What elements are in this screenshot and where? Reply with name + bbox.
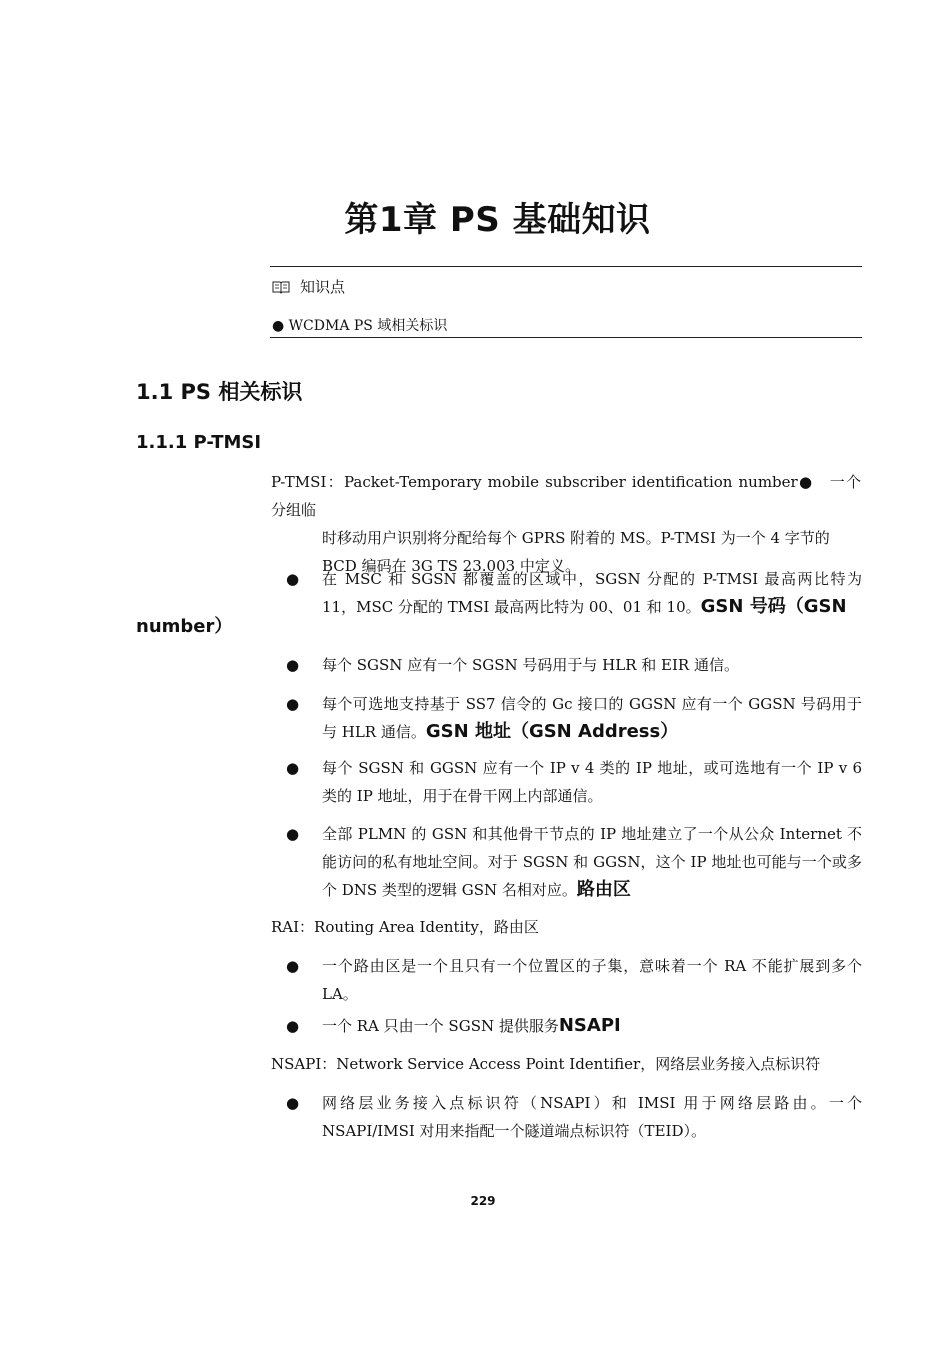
bullet-symbol: ●: [286, 759, 300, 777]
bullet-symbol: ●: [286, 825, 300, 843]
ptmsi-line-3: BCD 编码在 3G TS 23.003 中定义。: [322, 557, 580, 575]
rai-definition: RAI：Routing Area Identity，路由区: [271, 918, 539, 936]
ptmsi-line-1: P-TMSI：Packet-Temporary mobile subscriber identification number● 一个分组临: [271, 473, 861, 519]
bullet-item: 一个路由区是一个且只有一个位置区的子集，意味着一个 RA 不能扩展到多个 LA。: [322, 957, 862, 1003]
bullet-text: 全部 PLMN 的 GSN 和其他骨干节点的 IP 地址建立了一个从公众 Internet 不能访问的私有地址空间。对于 SGSN 和 GGSN，这个 IP 地址也可能与一个或多个 DNS 类型的逻辑 GSN 名相对应。: [322, 825, 862, 899]
inline-heading-continuation: number）: [136, 616, 233, 637]
bullet-item: [322, 690, 862, 746]
subsection-title: 1.1.1 P-TMSI: [136, 432, 262, 453]
section-title: 1.1 PS 相关标识: [136, 380, 303, 404]
top-divider: [270, 266, 862, 267]
bottom-divider: [270, 337, 862, 338]
inline-heading: GSN 地址（GSN Address）: [425, 721, 679, 742]
bullet-item: [322, 820, 862, 904]
inline-heading: NSAPI: [558, 1015, 621, 1036]
chapter-title: 第1章 PS 基础知识: [344, 200, 651, 240]
bullet-text: 每个可选地支持基于 SS7 信令的 Gc 接口的 GGSN 应有一个 GGSN 号码用于与 HLR 通信。: [322, 695, 862, 741]
knowledge-point-item: ● WCDMA PS 域相关标识: [272, 318, 448, 334]
page-number: 229: [470, 1194, 496, 1208]
ptmsi-line-2: 时移动用户识别将分配给每个 GPRS 附着的 MS。P-TMSI 为一个 4 字节的: [322, 529, 830, 547]
book-icon: [272, 280, 290, 294]
bullet-item: [322, 565, 862, 621]
bullet-symbol: ●: [286, 1094, 300, 1112]
ptmsi-definition: [271, 468, 861, 580]
bullet-item: 每个 SGSN 应有一个 SGSN 号码用于与 HLR 和 EIR 通信。: [322, 656, 739, 674]
bullet-text: 一个 RA 只由一个 SGSN 提供服务: [322, 1017, 559, 1035]
bullet-symbol: ●: [286, 656, 300, 674]
bullet-item: 网络层业务接入点标识符（NSAPI）和 IMSI 用于网络层路由。一个 NSAPI/IMSI 对用来指配一个隧道端点标识符（TEID）。: [322, 1094, 862, 1140]
bullet-item: 每个 SGSN 和 GGSN 应有一个 IP v 4 类的 IP 地址，或可选地有一个 IP v 6 类的 IP 地址，用于在骨干网上内部通信。: [322, 759, 862, 805]
knowledge-points-heading: [272, 276, 345, 297]
bullet-text: 在 MSC 和 SGSN 都覆盖的区域中，SGSN 分配的 P-TMSI 最高两比特为 11，MSC 分配的 TMSI 最高两比特为 00、01 和 10。: [322, 570, 862, 616]
bullet-item: [322, 1012, 862, 1040]
bullet-symbol: ●: [286, 695, 300, 713]
bullet-symbol: ●: [286, 570, 300, 588]
inline-heading: 路由区: [576, 879, 631, 900]
bullet-symbol: ●: [286, 957, 300, 975]
bullet-symbol: ●: [286, 1017, 300, 1035]
knowledge-points-label: 知识点: [300, 278, 346, 296]
inline-heading: GSN 号码（GSN: [700, 596, 847, 617]
nsapi-definition: NSAPI：Network Service Access Point Identifier，网络层业务接入点标识符: [271, 1055, 821, 1073]
